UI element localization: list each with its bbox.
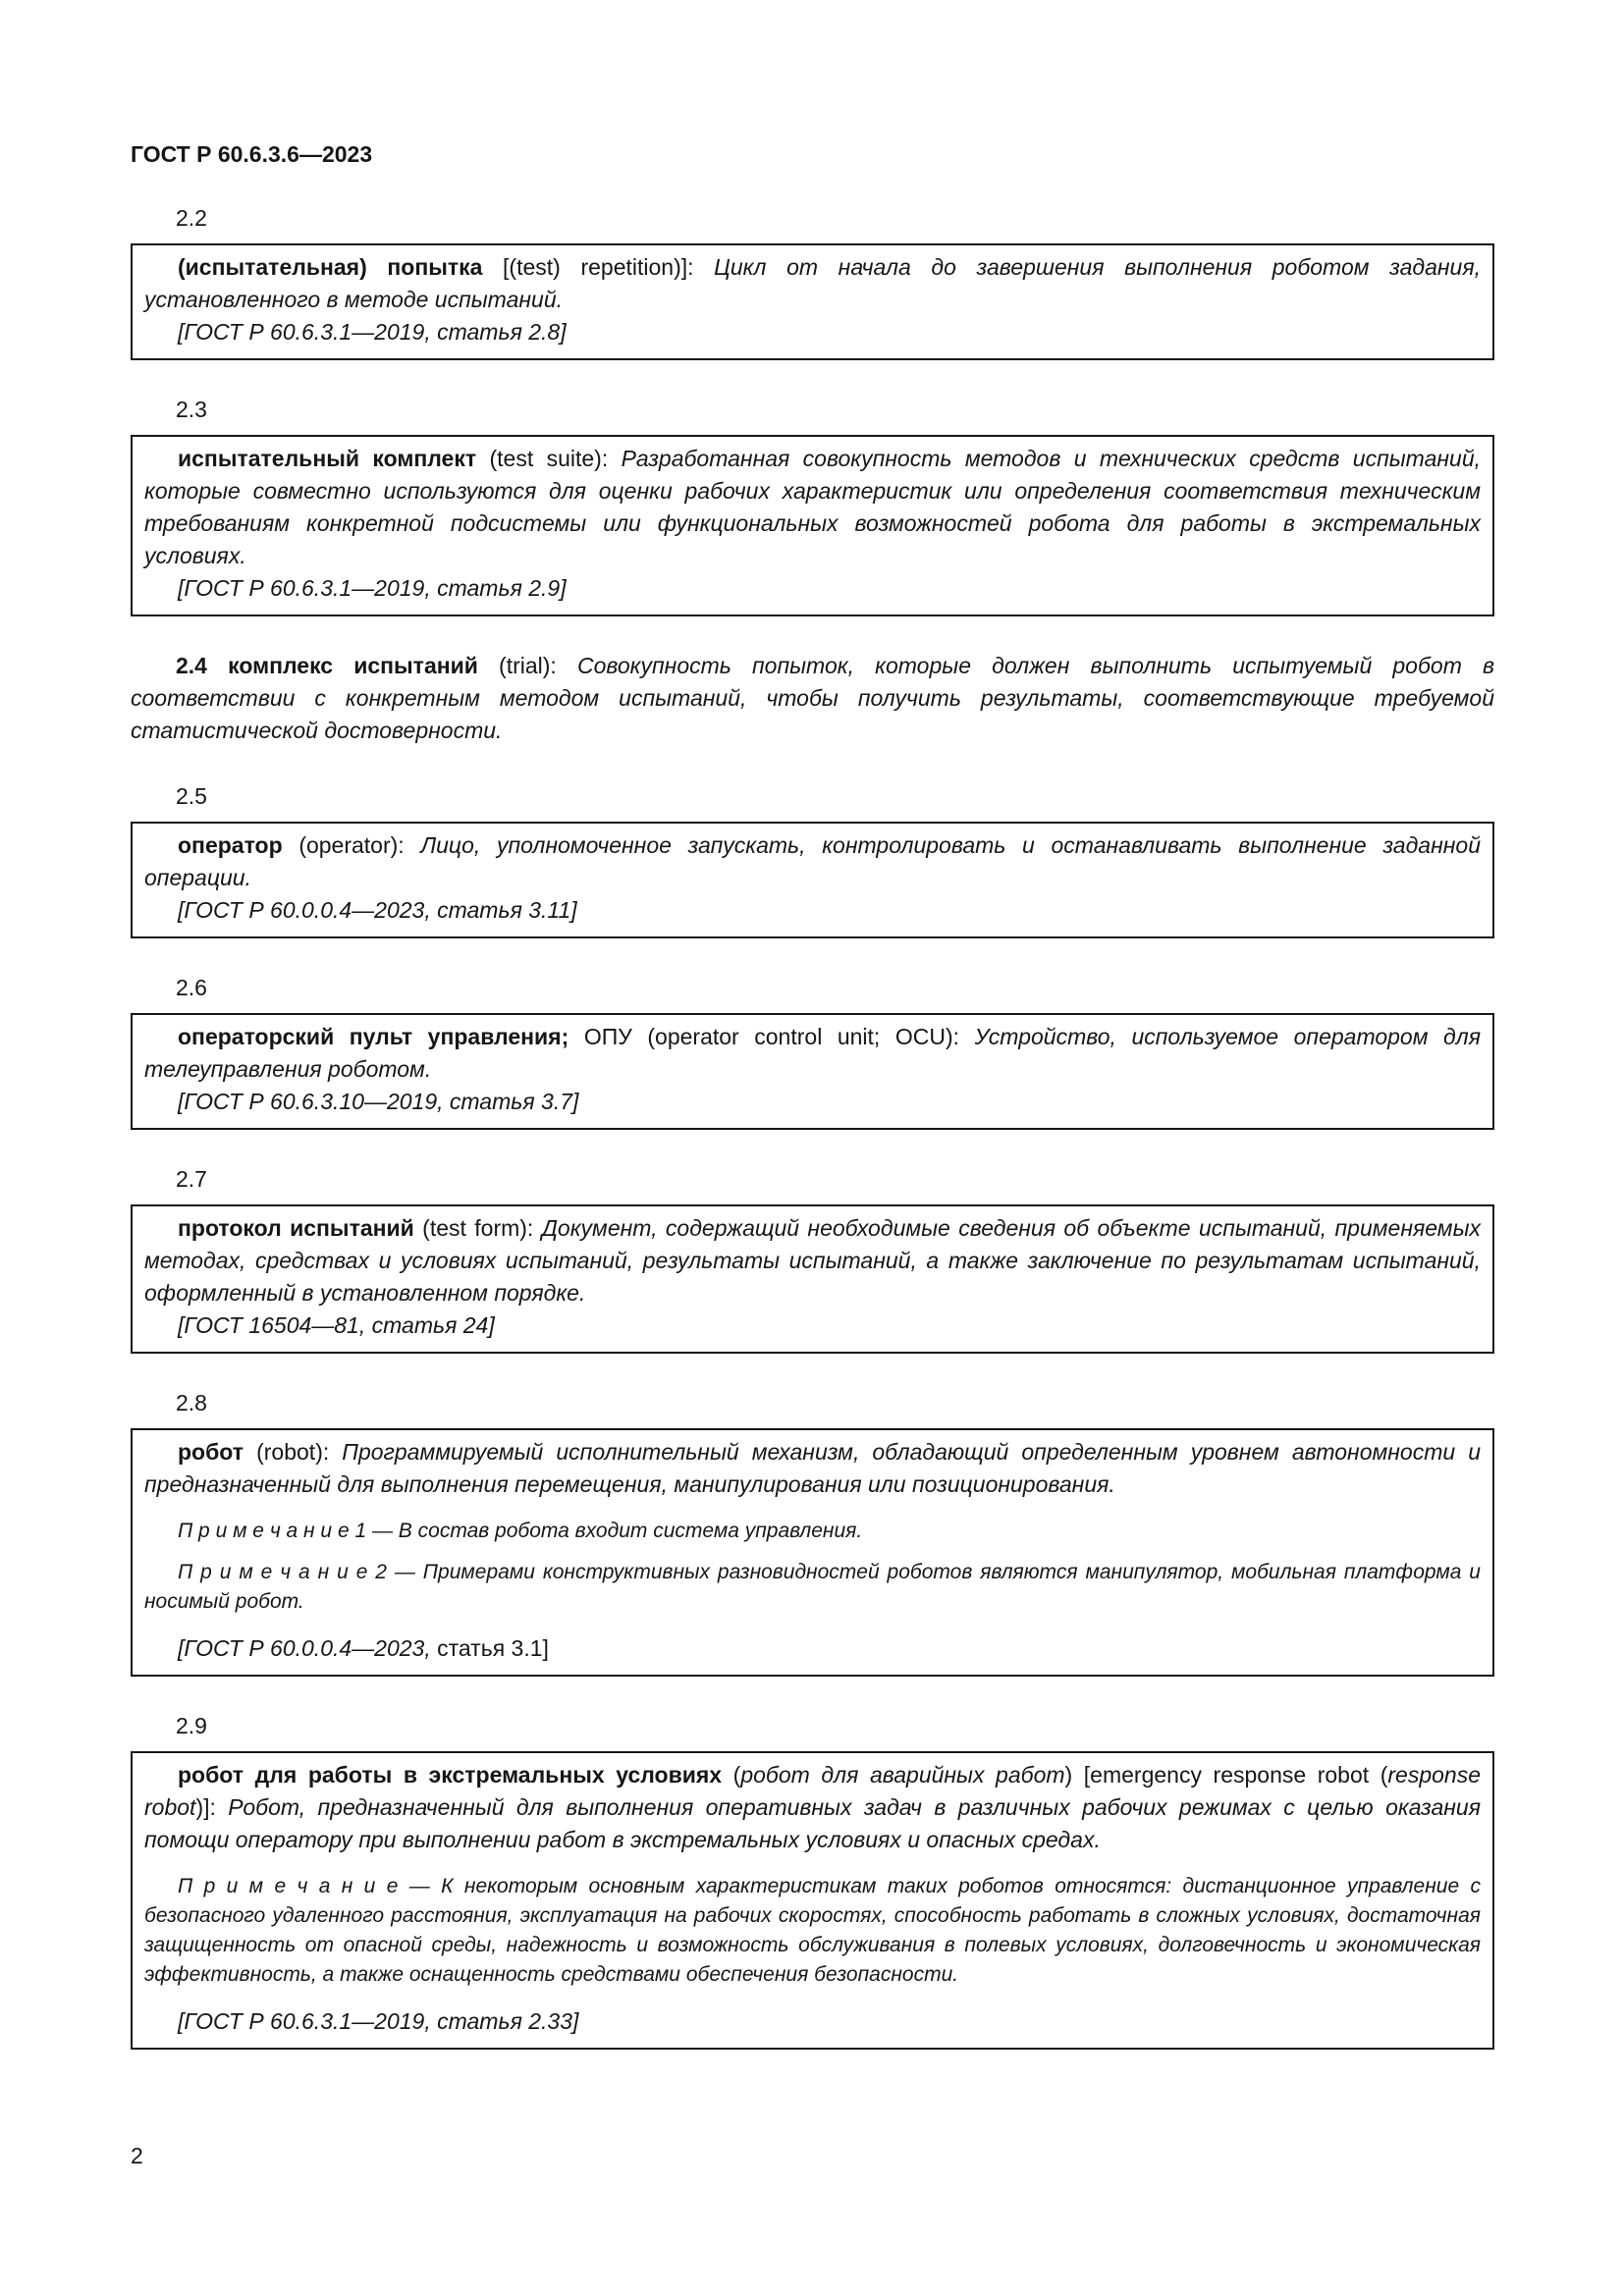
- section-number: 2.2: [176, 205, 207, 231]
- term-definition: [144, 1436, 1481, 1501]
- section-number: 2.3: [176, 397, 207, 422]
- term-box: [131, 1428, 1494, 1677]
- text-run: (test form):: [422, 1215, 542, 1241]
- text-run: Совокупность попыток, которые должен выполнить испытуемый робот в соответствии с конкретным методом испытаний, чтобы получить результаты, соответствующие требуемой статистической достоверности.: [131, 653, 1494, 743]
- term-note: [144, 1872, 1481, 1990]
- document-header: ГОСТ Р 60.6.3.6—2023: [131, 141, 373, 167]
- text-run: робот для аварийных работ: [740, 1762, 1065, 1788]
- term-source: [144, 1086, 1481, 1118]
- text-run: (trial):: [499, 653, 577, 678]
- term-section-2.9: [131, 1710, 1494, 2050]
- text-run: (: [732, 1762, 741, 1788]
- text-run: П р и м е ч а н и е 1 — В состав робота входит система управления.: [178, 1520, 863, 1542]
- term-section-2.7: [131, 1163, 1494, 1354]
- term-label: операторский пульт управления;: [178, 1024, 584, 1049]
- text-run: response robot: [144, 1762, 1482, 1820]
- text-run: Робот, предназначенный для выполнения оперативных задач в различных рабочих режимах с целью оказания помощи оператору при выполнении работ в экстремальных условиях и опасных средах.: [144, 1794, 1481, 1852]
- term-box: [131, 822, 1494, 938]
- text-run: (robot):: [256, 1439, 343, 1465]
- term-note: [144, 1517, 1481, 1546]
- term-box: [131, 1204, 1494, 1354]
- text-run: ) [emergency response robot (: [1064, 1762, 1388, 1788]
- term-section-2.5: [131, 780, 1494, 938]
- term-definition: [144, 251, 1481, 316]
- term-definition: [144, 443, 1481, 572]
- text-run: [ГОСТ Р 60.6.3.10—2019, статья 3.7]: [178, 1089, 579, 1114]
- text-run: Разработанная совокупность методов и технических средств испытаний, которые совместно используются для оценки рабочих характеристик или определения соответствия техническим требованиям конкретной подсистемы или функциональных возможностей робота для работы в экстремальных условиях.: [144, 446, 1481, 568]
- term-box: [131, 243, 1494, 360]
- text-run: [ГОСТ Р 60.6.3.1—2019, статья 2.9]: [178, 575, 567, 601]
- text-run: Документ, содержащий необходимые сведения об объекте испытаний, применяемых методах, средствах и условиях испытаний, результаты испытаний, а также заключение по результатам испытаний, оформленный в установленном порядке.: [144, 1215, 1481, 1306]
- text-run: Программируемый исполнительный механизм, обладающий определенным уровнем автономности и предназначенный для выполнения перемещения, манипулирования или позиционирования.: [144, 1439, 1482, 1497]
- section-number: 2.6: [176, 975, 207, 1000]
- section-number: 2.9: [176, 1713, 207, 1738]
- term-source: [144, 316, 1481, 348]
- term-source: [144, 1632, 1481, 1665]
- section-number: 2.5: [176, 783, 207, 809]
- term-source: [144, 572, 1481, 605]
- term-label: оператор: [178, 832, 299, 858]
- text-run: Лицо, уполномоченное запускать, контролировать и останавливать выполнение заданной операции.: [144, 832, 1481, 890]
- term-definition: [131, 650, 1494, 747]
- term-definition: [144, 1212, 1481, 1309]
- term-source: [144, 894, 1481, 927]
- text-run: П р и м е ч а н и е — К некоторым основным характеристикам таких роботов относятся: дистанционное управление с безопасного удаленного расстояния, эксплуатация на рабочих скоростях, способность работать в сложных условиях, достаточная защищенность от опасной среды, надежность и возможность обслуживания в полевых условиях, долговечность и экономическая эффективность, а также оснащенность средствами обеспечения безопасности.: [144, 1875, 1481, 1986]
- text-run: (test suite):: [489, 446, 622, 471]
- text-run: [ГОСТ Р 60.0.0.4—2023,: [178, 1635, 438, 1661]
- text-run: ОПУ (operator control unit; OCU):: [583, 1024, 975, 1049]
- term-section-2.3: [131, 394, 1494, 616]
- text-run: [ГОСТ Р 60.0.0.4—2023, статья 3.11]: [178, 897, 577, 923]
- text-run: [ГОСТ Р 60.6.3.1—2019, статья 2.8]: [178, 319, 567, 345]
- section-number: 2.7: [176, 1166, 207, 1192]
- term-label: (испытательная) попытка: [178, 254, 504, 280]
- text-run: [(test) repetition)]:: [503, 254, 715, 280]
- term-definition: [144, 1021, 1481, 1086]
- term-source: [144, 2005, 1481, 2038]
- term-source: [144, 1309, 1481, 1342]
- sections: [131, 202, 1494, 2050]
- term-label: протокол испытаний: [178, 1215, 423, 1241]
- text-run: [ГОСТ 16504—81, статья 24]: [178, 1312, 495, 1338]
- term-label: робот: [178, 1439, 257, 1465]
- term-label: 2.4 комплекс испытаний: [176, 653, 500, 678]
- text-run: статья 3.1]: [437, 1635, 549, 1661]
- term-note: [144, 1558, 1481, 1617]
- term-definition: [144, 829, 1481, 894]
- text-run: Цикл от начала до завершения выполнения роботом задания, установленного в методе испытаний.: [144, 254, 1481, 312]
- term-section-2.4: [131, 650, 1494, 747]
- term-box: [131, 1013, 1494, 1130]
- text-run: Устройство, используемое оператором для телеуправления роботом.: [144, 1024, 1482, 1082]
- term-label: робот для работы в экстремальных условиях: [178, 1762, 733, 1788]
- text-run: (operator):: [298, 832, 421, 858]
- text-run: )]:: [195, 1794, 229, 1820]
- section-number: 2.8: [176, 1390, 207, 1415]
- term-label: испытательный комплект: [178, 446, 490, 471]
- text-run: П р и м е ч а н и е 2 — Примерами конструктивных разновидностей роботов являются манипулятор, мобильная платформа и носимый робот.: [144, 1561, 1481, 1613]
- term-section-2.2: [131, 202, 1494, 360]
- term-box: [131, 435, 1494, 616]
- page-number: 2: [131, 2143, 143, 2168]
- term-section-2.6: [131, 972, 1494, 1130]
- term-section-2.8: [131, 1387, 1494, 1677]
- text-run: [ГОСТ Р 60.6.3.1—2019, статья 2.33]: [178, 2008, 579, 2034]
- term-definition: [144, 1759, 1481, 1856]
- term-box: [131, 1751, 1494, 2050]
